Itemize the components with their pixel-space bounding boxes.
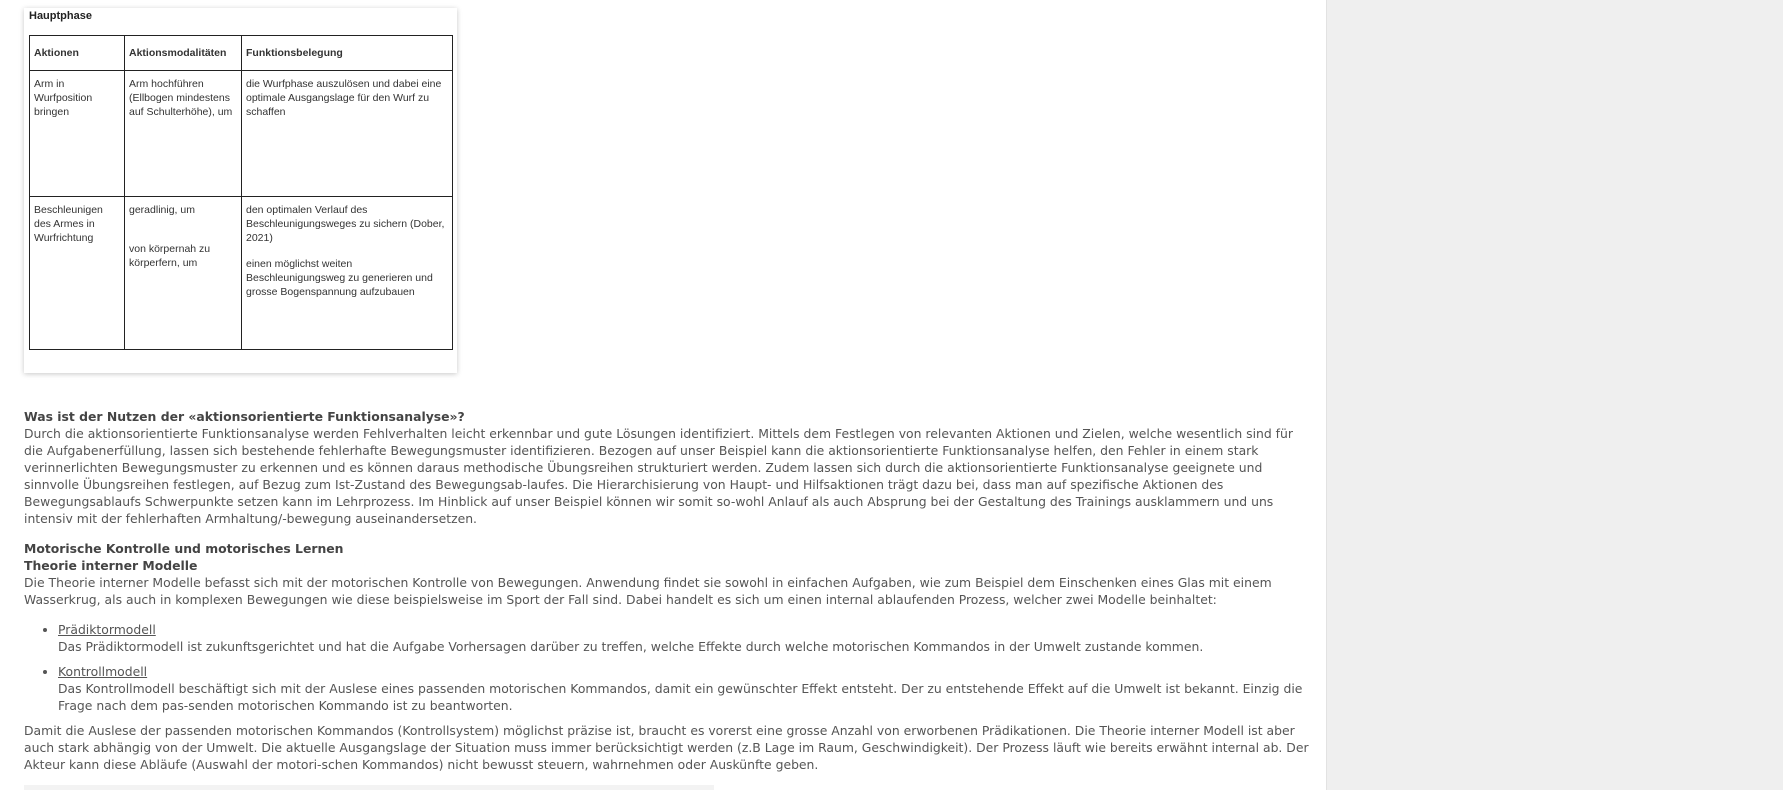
table-cell-aktion: Arm in Wurfposition bringen	[30, 71, 125, 197]
model-term: Prädiktormodell	[58, 622, 156, 637]
table-row	[30, 71, 453, 197]
article-body	[24, 408, 1312, 773]
table-header-aktionen: Aktionen	[30, 36, 125, 71]
table-cell-funktion: die Wurfphase auszulösen und dabei eine optimale Ausgangslage für den Wurf zu schaffen	[242, 71, 453, 197]
funktion-text: einen möglichst weiten Beschleunigungsweg zu generieren und grosse Bogenspannung aufzubauen	[246, 258, 433, 298]
table-cell-aktion: Beschleunigen des Armes in Wurfrichtung	[30, 197, 125, 350]
table-header-row	[30, 36, 453, 71]
section-heading: Motorische Kontrolle und motorisches Lernen	[24, 541, 344, 556]
paragraph: Durch die aktionsorientierte Funktionsanalyse werden Fehlverhalten leicht erkennbar und gute Lösungen identifiziert. Mittels dem Festlegen von relevanten Aktionen und Zielen, welche wesentlich sind für die Aufgabenerfüllung, lassen sich bestehende fehlerhafte Bewegungsmuster identifizieren. Bezogen auf unser Beispiel kann die aktionsorientierte Funktionsanalyse helfen, den Fehler in einem stark verinnerlichten Bewegungsmuster zu erkennen und es können daraus methodische Übungsreihen strukturiert werden. Zudem lassen sich durch die aktionsorientierte Funktionsanalyse geeignete und sinnvolle Übungsreihen festlegen, auf Bezug zum Ist-Zustand des Bewegungsab-laufes. Die Hierarchisierung von Haupt- und Hilfsaktionen trägt dazu bei, dass man auf spezifische Aktionen des Bewegungsablaufs Schwerpunkte setzen kann im Lehrprozess. Im Hinblick auf unser Beispiel können wir somit so-wohl Anlauf als auch Absprung bei der Gestaltung des Trainings ausklammern und uns intensiv mit der fehlerhaften Armhaltung/-bewegung auseinandersetzen.	[24, 426, 1293, 526]
function-analysis-table	[29, 35, 453, 350]
list-item	[58, 663, 1312, 714]
list-item	[58, 621, 1312, 655]
table-cell-modalitaet	[125, 197, 242, 350]
model-description: Das Prädiktormodell ist zukunftsgerichtet und hat die Aufgabe Vorhersagen darüber zu treffen, welche Effekte durch welche motorischen Kommandos in der Umwelt zustande kommen.	[58, 639, 1204, 654]
table-cell-funktion	[242, 197, 453, 350]
funktion-text: den optimalen Verlauf des Beschleunigungsweges zu sichern (Dober, 2021)	[246, 204, 445, 244]
figure-image	[24, 8, 457, 373]
sub-heading: Theorie interner Modelle	[24, 558, 198, 573]
model-description: Das Kontrollmodell beschäftigt sich mit der Auslese eines passenden motorischen Kommandos, damit ein gewünschter Effekt entsteht. Der zu entstehende Effekt auf die Umwelt ist bekannt. Einzig die Frage nach dem pas-senden motorischen Kommando ist zu beantworten.	[58, 681, 1303, 713]
table-row	[30, 197, 453, 350]
table-header-funktionsbelegung: Funktionsbelegung	[242, 36, 453, 71]
figure-title: Hauptphase	[29, 10, 92, 22]
modalitaet-text: von körpernah zu körperfern, um	[129, 243, 211, 269]
table-cell-modalitaet: Arm hochführen (Ellbogen mindestens auf Schulterhöhe), um	[125, 71, 242, 197]
model-list	[24, 621, 1312, 714]
next-figure-edge	[24, 785, 714, 790]
table-header-aktionsmodalitaeten: Aktionsmodalitäten	[125, 36, 242, 71]
paragraph: Die Theorie interner Modelle befasst sich mit der motorischen Kontrolle von Bewegungen. Anwendung findet sie sowohl in einfachen Aufgaben, wie zum Beispiel dem Einschenken eines Glas mit einem Wasserkrug, als auch in komplexen Bewegungen wie diese beispielsweise im Sport der Fall sind. Dabei handelt es sich um einen internal ablaufenden Prozess, welcher zwei Modelle beinhaltet:	[24, 575, 1272, 607]
section-heading: Was ist der Nutzen der «aktionsorientierte Funktionsanalyse»?	[24, 409, 465, 424]
model-term: Kontrollmodell	[58, 664, 148, 679]
modalitaet-text: geradlinig, um	[129, 204, 195, 216]
paragraph: Damit die Auslese der passenden motorischen Kommandos (Kontrollsystem) möglichst präzise ist, braucht es vorerst eine grosse Anzahl von erworbenen Prädikationen. Die Theorie interner Modell ist aber auch stark abhängig von der Umwelt. Die aktuelle Ausgangslage der Situation muss immer berücksichtigt werden (z.B Lage im Raum, Geschwindigkeit). Der Prozess läuft wie bereits erwähnt internal ab. Der Akteur kann diese Abläufe (Auswahl der motori-schen Kommandos) nicht bewusst steuern, wahrnehmen oder Auskünfte geben.	[24, 723, 1309, 772]
